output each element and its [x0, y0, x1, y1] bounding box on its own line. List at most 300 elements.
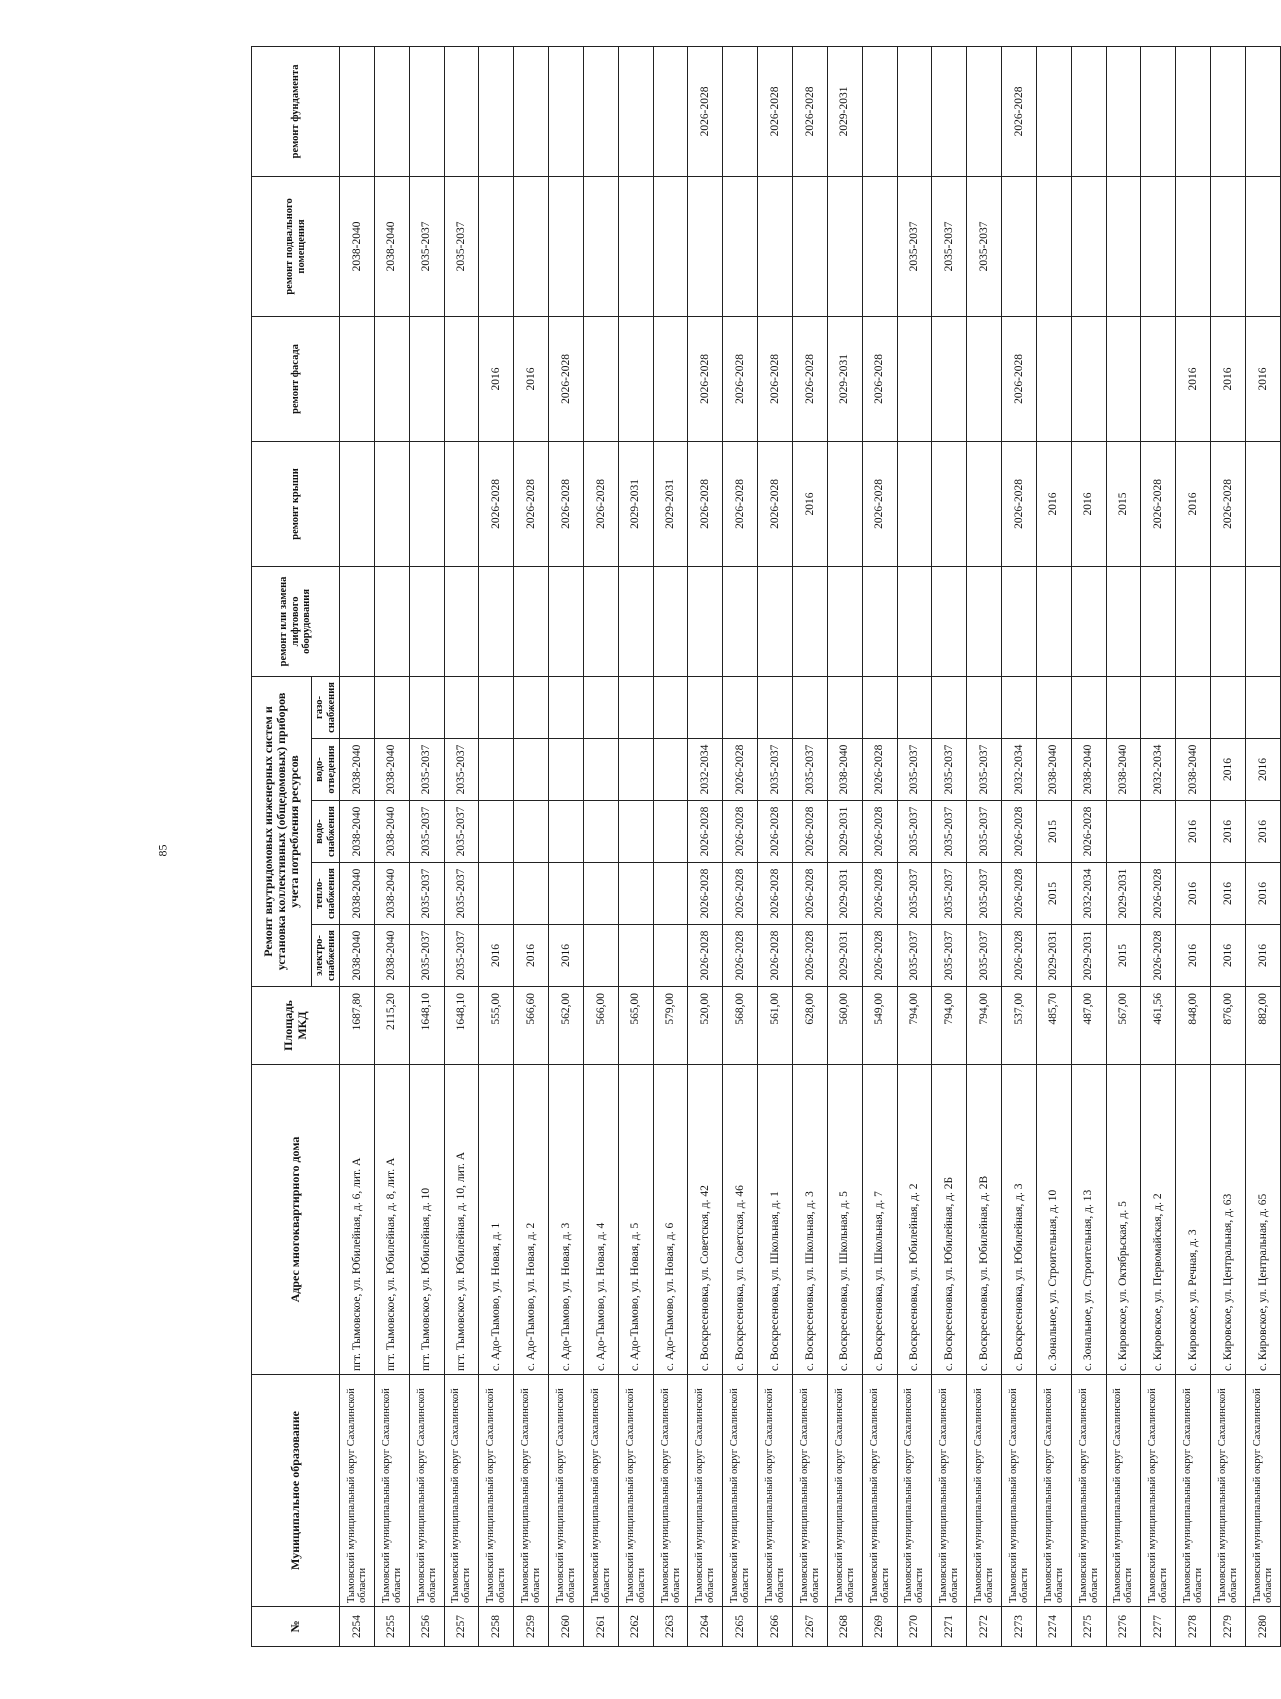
heating-cell: 2035-2037: [967, 863, 1002, 925]
water-disposal-cell: 2038-2040: [1071, 739, 1106, 801]
water-supply-cell: 2035-2037: [932, 801, 967, 863]
roof-cell: 2026-2028: [583, 441, 618, 566]
area-cell: 566,60: [514, 987, 549, 1065]
row-num: 2269: [862, 1607, 897, 1647]
gas-cell: [1176, 676, 1211, 738]
basement-cell: 2035-2037: [932, 176, 967, 316]
table-row: [444, 46, 479, 1646]
basement-cell: [583, 176, 618, 316]
roof-cell: [409, 441, 444, 566]
electricity-cell: 2016: [549, 925, 584, 987]
municipality-cell: Тымовский муниципальный округ Сахалинской области: [514, 1375, 549, 1607]
electricity-cell: [618, 925, 653, 987]
roof-cell: 2026-2028: [1141, 441, 1176, 566]
table-row: [1141, 46, 1176, 1646]
table-row: [1036, 46, 1071, 1646]
header-water-supply: водо-снабжения: [312, 801, 340, 863]
foundation-cell: [932, 46, 967, 176]
municipality-cell: Тымовский муниципальный округ Сахалинской области: [1141, 1375, 1176, 1607]
table-row: [688, 46, 723, 1646]
elevator-cell: [1036, 566, 1071, 676]
municipality-cell: Тымовский муниципальный округ Сахалинской области: [827, 1375, 862, 1607]
area-cell: 848,00: [1176, 987, 1211, 1065]
row-num: 2259: [514, 1607, 549, 1647]
basement-cell: [723, 176, 758, 316]
electricity-cell: 2026-2028: [723, 925, 758, 987]
rotated-table-sheet: [251, 47, 1281, 1647]
municipality-cell: Тымовский муниципальный округ Сахалинской области: [479, 1375, 514, 1607]
heating-cell: 2032-2034: [1071, 863, 1106, 925]
elevator-cell: [792, 566, 827, 676]
municipality-cell: Тымовский муниципальный округ Сахалинской области: [792, 1375, 827, 1607]
heating-cell: 2026-2028: [792, 863, 827, 925]
address-cell: с. Воскресеновка, ул. Школьная, д. 3: [792, 1065, 827, 1375]
gas-cell: [340, 676, 375, 738]
water-supply-cell: [514, 801, 549, 863]
heating-cell: [479, 863, 514, 925]
municipality-cell: Тымовский муниципальный округ Сахалинской области: [932, 1375, 967, 1607]
water-supply-cell: 2026-2028: [862, 801, 897, 863]
foundation-cell: [862, 46, 897, 176]
electricity-cell: 2016: [479, 925, 514, 987]
water-disposal-cell: 2026-2028: [862, 739, 897, 801]
area-cell: 461,56: [1141, 987, 1176, 1065]
elevator-cell: [1245, 566, 1280, 676]
elevator-cell: [1211, 566, 1246, 676]
address-cell: с. Адо-Тымово, ул. Новая, д. 4: [583, 1065, 618, 1375]
electricity-cell: 2016: [1211, 925, 1246, 987]
row-num: 2262: [618, 1607, 653, 1647]
elevator-cell: [1106, 566, 1141, 676]
elevator-cell: [1176, 566, 1211, 676]
heating-cell: 2016: [1211, 863, 1246, 925]
electricity-cell: 2035-2037: [967, 925, 1002, 987]
foundation-cell: [583, 46, 618, 176]
facade-cell: [583, 316, 618, 441]
roof-cell: [444, 441, 479, 566]
elevator-cell: [653, 566, 688, 676]
table-row: [583, 46, 618, 1646]
electricity-cell: 2026-2028: [1141, 925, 1176, 987]
water-disposal-cell: 2016: [1211, 739, 1246, 801]
electricity-cell: 2029-2031: [1071, 925, 1106, 987]
area-cell: 794,00: [932, 987, 967, 1065]
basement-cell: [1036, 176, 1071, 316]
facade-cell: [340, 316, 375, 441]
area-cell: 487,00: [1071, 987, 1106, 1065]
header-water-disposal: водо-отведения: [312, 739, 340, 801]
gas-cell: [653, 676, 688, 738]
basement-cell: [1071, 176, 1106, 316]
elevator-cell: [374, 566, 409, 676]
row-num: 2273: [1002, 1607, 1037, 1647]
gas-cell: [1141, 676, 1176, 738]
area-cell: 2115,20: [374, 987, 409, 1065]
water-disposal-cell: [583, 739, 618, 801]
water-disposal-cell: 2035-2037: [967, 739, 1002, 801]
heating-cell: 2038-2040: [374, 863, 409, 925]
heating-cell: 2026-2028: [723, 863, 758, 925]
elevator-cell: [827, 566, 862, 676]
basement-cell: [1245, 176, 1280, 316]
table-row: [897, 46, 932, 1646]
area-cell: 555,00: [479, 987, 514, 1065]
address-cell: пгт. Тымовское, ул. Юбилейная, д. 10: [409, 1065, 444, 1375]
basement-cell: 2035-2037: [409, 176, 444, 316]
water-supply-cell: [1141, 801, 1176, 863]
roof-cell: [340, 441, 375, 566]
header-basement: ремонт подвального помещения: [252, 176, 340, 316]
area-cell: 882,00: [1245, 987, 1280, 1065]
address-cell: пгт. Тымовское, ул. Юбилейная, д. 10, лит. А: [444, 1065, 479, 1375]
elevator-cell: [444, 566, 479, 676]
water-supply-cell: 2015: [1036, 801, 1071, 863]
table-row: [514, 46, 549, 1646]
area-cell: 562,00: [549, 987, 584, 1065]
water-disposal-cell: 2038-2040: [1176, 739, 1211, 801]
facade-cell: [618, 316, 653, 441]
heating-cell: [618, 863, 653, 925]
electricity-cell: 2016: [514, 925, 549, 987]
foundation-cell: [374, 46, 409, 176]
municipality-cell: Тымовский муниципальный округ Сахалинской области: [1245, 1375, 1280, 1607]
water-disposal-cell: [653, 739, 688, 801]
foundation-cell: 2026-2028: [688, 46, 723, 176]
address-cell: с. Воскресеновка, ул. Юбилейная, д. 2: [897, 1065, 932, 1375]
gas-cell: [1245, 676, 1280, 738]
roof-cell: [967, 441, 1002, 566]
row-num: 2270: [897, 1607, 932, 1647]
elevator-cell: [967, 566, 1002, 676]
gas-cell: [1071, 676, 1106, 738]
heating-cell: 2016: [1176, 863, 1211, 925]
area-cell: 579,00: [653, 987, 688, 1065]
area-cell: 794,00: [897, 987, 932, 1065]
roof-cell: 2016: [1071, 441, 1106, 566]
foundation-cell: 2029-2031: [827, 46, 862, 176]
foundation-cell: [653, 46, 688, 176]
elevator-cell: [409, 566, 444, 676]
area-cell: 876,00: [1211, 987, 1246, 1065]
heating-cell: 2026-2028: [758, 863, 793, 925]
heating-cell: 2029-2031: [1106, 863, 1141, 925]
basement-cell: 2038-2040: [340, 176, 375, 316]
facade-cell: 2026-2028: [792, 316, 827, 441]
row-num: 2278: [1176, 1607, 1211, 1647]
gas-cell: [862, 676, 897, 738]
water-supply-cell: 2035-2037: [444, 801, 479, 863]
foundation-cell: [1106, 46, 1141, 176]
table-row: [1176, 46, 1211, 1646]
heating-cell: [583, 863, 618, 925]
facade-cell: 2016: [1245, 316, 1280, 441]
gas-cell: [1106, 676, 1141, 738]
facade-cell: [1106, 316, 1141, 441]
address-cell: с. Воскресеновка, ул. Юбилейная, д. 3: [1002, 1065, 1037, 1375]
gas-cell: [618, 676, 653, 738]
table-row: [932, 46, 967, 1646]
foundation-cell: [479, 46, 514, 176]
foundation-cell: 2026-2028: [1002, 46, 1037, 176]
water-disposal-cell: 2035-2037: [409, 739, 444, 801]
row-num: 2275: [1071, 1607, 1106, 1647]
municipality-cell: Тымовский муниципальный округ Сахалинской области: [1002, 1375, 1037, 1607]
elevator-cell: [340, 566, 375, 676]
heating-cell: 2035-2037: [897, 863, 932, 925]
row-num: 2268: [827, 1607, 862, 1647]
address-cell: с. Кировское, ул. Центральная, д. 63: [1211, 1065, 1246, 1375]
row-num: 2272: [967, 1607, 1002, 1647]
basement-cell: [688, 176, 723, 316]
address-cell: с. Адо-Тымово, ул. Новая, д. 1: [479, 1065, 514, 1375]
table-row: [723, 46, 758, 1646]
water-supply-cell: [583, 801, 618, 863]
municipality-cell: Тымовский муниципальный округ Сахалинской области: [374, 1375, 409, 1607]
basement-cell: [1176, 176, 1211, 316]
foundation-cell: [549, 46, 584, 176]
elevator-cell: [862, 566, 897, 676]
area-cell: 549,00: [862, 987, 897, 1065]
facade-cell: [967, 316, 1002, 441]
water-disposal-cell: 2038-2040: [827, 739, 862, 801]
electricity-cell: 2026-2028: [792, 925, 827, 987]
electricity-cell: 2035-2037: [444, 925, 479, 987]
water-disposal-cell: 2032-2034: [1141, 739, 1176, 801]
area-cell: 1687,80: [340, 987, 375, 1065]
water-supply-cell: [618, 801, 653, 863]
foundation-cell: [1245, 46, 1280, 176]
address-cell: с. Воскресеновка, ул. Школьная, д. 1: [758, 1065, 793, 1375]
facade-cell: 2016: [1211, 316, 1246, 441]
address-cell: с. Адо-Тымово, ул. Новая, д. 3: [549, 1065, 584, 1375]
municipality-cell: Тымовский муниципальный округ Сахалинской области: [1176, 1375, 1211, 1607]
water-supply-cell: 2016: [1245, 801, 1280, 863]
foundation-cell: [967, 46, 1002, 176]
basement-cell: [827, 176, 862, 316]
basement-cell: [514, 176, 549, 316]
water-supply-cell: 2038-2040: [374, 801, 409, 863]
gas-cell: [932, 676, 967, 738]
municipality-cell: Тымовский муниципальный округ Сахалинской области: [758, 1375, 793, 1607]
elevator-cell: [758, 566, 793, 676]
roof-cell: 2026-2028: [758, 441, 793, 566]
row-num: 2271: [932, 1607, 967, 1647]
facade-cell: 2026-2028: [1002, 316, 1037, 441]
electricity-cell: 2026-2028: [1002, 925, 1037, 987]
electricity-cell: 2026-2028: [688, 925, 723, 987]
table-row: [409, 46, 444, 1646]
water-disposal-cell: 2035-2037: [792, 739, 827, 801]
roof-cell: 2026-2028: [1211, 441, 1246, 566]
water-disposal-cell: 2032-2034: [1002, 739, 1037, 801]
address-cell: с. Адо-Тымово, ул. Новая, д. 5: [618, 1065, 653, 1375]
area-cell: 1648,10: [409, 987, 444, 1065]
water-supply-cell: 2038-2040: [340, 801, 375, 863]
water-supply-cell: 2035-2037: [967, 801, 1002, 863]
facade-cell: 2016: [1176, 316, 1211, 441]
basement-cell: [862, 176, 897, 316]
water-supply-cell: 2026-2028: [1002, 801, 1037, 863]
facade-cell: 2016: [479, 316, 514, 441]
roof-cell: 2026-2028: [1002, 441, 1037, 566]
basement-cell: [653, 176, 688, 316]
water-supply-cell: [653, 801, 688, 863]
facade-cell: [409, 316, 444, 441]
table-row: [1211, 46, 1246, 1646]
water-disposal-cell: 2016: [1245, 739, 1280, 801]
heating-cell: [549, 863, 584, 925]
gas-cell: [897, 676, 932, 738]
gas-cell: [549, 676, 584, 738]
facade-cell: 2016: [514, 316, 549, 441]
water-disposal-cell: [549, 739, 584, 801]
header-facade: ремонт фасада: [252, 316, 340, 441]
facade-cell: [653, 316, 688, 441]
roof-cell: 2026-2028: [688, 441, 723, 566]
foundation-cell: [1211, 46, 1246, 176]
basement-cell: [792, 176, 827, 316]
heating-cell: 2015: [1036, 863, 1071, 925]
facade-cell: [1071, 316, 1106, 441]
header-municipality: Муниципальное образование: [252, 1375, 340, 1607]
electricity-cell: 2029-2031: [1036, 925, 1071, 987]
foundation-cell: [1071, 46, 1106, 176]
facade-cell: [932, 316, 967, 441]
roof-cell: 2026-2028: [549, 441, 584, 566]
basement-cell: 2035-2037: [897, 176, 932, 316]
header-address: Адрес многоквартирного дома: [252, 1065, 340, 1375]
foundation-cell: [1036, 46, 1071, 176]
address-cell: с. Воскресеновка, ул. Юбилейная, д. 2В: [967, 1065, 1002, 1375]
address-cell: пгт. Тымовское, ул. Юбилейная, д. 6, лит. А: [340, 1065, 375, 1375]
water-disposal-cell: 2038-2040: [1106, 739, 1141, 801]
table-row: [479, 46, 514, 1646]
basement-cell: [1002, 176, 1037, 316]
row-num: 2277: [1141, 1607, 1176, 1647]
header-electricity: электро-снабжения: [312, 925, 340, 987]
foundation-cell: [514, 46, 549, 176]
municipality-cell: Тымовский муниципальный округ Сахалинской области: [723, 1375, 758, 1607]
header-area: Площадь МКД: [252, 987, 340, 1065]
electricity-cell: [653, 925, 688, 987]
address-cell: с. Воскресеновка, ул. Юбилейная, д. 2Б: [932, 1065, 967, 1375]
water-disposal-cell: [514, 739, 549, 801]
water-supply-cell: 2016: [1176, 801, 1211, 863]
header-elevator: ремонт или замена лифтового оборудования: [252, 566, 340, 676]
facade-cell: 2026-2028: [723, 316, 758, 441]
basement-cell: [479, 176, 514, 316]
municipality-cell: Тымовский муниципальный округ Сахалинской области: [340, 1375, 375, 1607]
elevator-cell: [1071, 566, 1106, 676]
heating-cell: 2035-2037: [932, 863, 967, 925]
heating-cell: [514, 863, 549, 925]
address-cell: с. Воскресеновка, ул. Советская, д. 42: [688, 1065, 723, 1375]
address-cell: с. Воскресеновка, ул. Советская, д. 46: [723, 1065, 758, 1375]
water-supply-cell: [549, 801, 584, 863]
roof-cell: [374, 441, 409, 566]
water-disposal-cell: [479, 739, 514, 801]
municipality-cell: Тымовский муниципальный округ Сахалинской области: [1071, 1375, 1106, 1607]
facade-cell: 2026-2028: [688, 316, 723, 441]
row-num: 2258: [479, 1607, 514, 1647]
table-row: [618, 46, 653, 1646]
row-num: 2265: [723, 1607, 758, 1647]
facade-cell: 2029-2031: [827, 316, 862, 441]
roof-cell: 2016: [792, 441, 827, 566]
gas-cell: [409, 676, 444, 738]
municipality-cell: Тымовский муниципальный округ Сахалинской области: [444, 1375, 479, 1607]
municipality-cell: Тымовский муниципальный округ Сахалинской области: [618, 1375, 653, 1607]
municipality-cell: Тымовский муниципальный округ Сахалинской области: [897, 1375, 932, 1607]
facade-cell: [897, 316, 932, 441]
water-supply-cell: 2026-2028: [688, 801, 723, 863]
address-cell: с. Зональное, ул. Строительная, д. 13: [1071, 1065, 1106, 1375]
foundation-cell: [897, 46, 932, 176]
water-supply-cell: 2016: [1211, 801, 1246, 863]
address-cell: с. Адо-Тымово, ул. Новая, д. 2: [514, 1065, 549, 1375]
elevator-cell: [479, 566, 514, 676]
municipality-cell: Тымовский муниципальный округ Сахалинской области: [688, 1375, 723, 1607]
water-supply-cell: [1106, 801, 1141, 863]
municipality-cell: Тымовский муниципальный округ Сахалинской области: [1211, 1375, 1246, 1607]
heating-cell: 2026-2028: [1141, 863, 1176, 925]
electricity-cell: 2035-2037: [409, 925, 444, 987]
address-cell: с. Адо-Тымово, ул. Новая, д. 6: [653, 1065, 688, 1375]
foundation-cell: [444, 46, 479, 176]
gas-cell: [514, 676, 549, 738]
roof-cell: 2026-2028: [479, 441, 514, 566]
heating-cell: 2029-2031: [827, 863, 862, 925]
roof-cell: [1245, 441, 1280, 566]
basement-cell: [549, 176, 584, 316]
address-cell: с. Кировское, ул. Октябрьская, д. 5: [1106, 1065, 1141, 1375]
elevator-cell: [897, 566, 932, 676]
electricity-cell: 2038-2040: [374, 925, 409, 987]
table-row: [827, 46, 862, 1646]
table-row: [758, 46, 793, 1646]
elevator-cell: [549, 566, 584, 676]
facade-cell: [374, 316, 409, 441]
table-row: [1106, 46, 1141, 1646]
water-disposal-cell: [618, 739, 653, 801]
electricity-cell: 2035-2037: [897, 925, 932, 987]
gas-cell: [583, 676, 618, 738]
header-num: №: [252, 1607, 340, 1647]
address-cell: с. Зональное, ул. Строительная, д. 10: [1036, 1065, 1071, 1375]
area-cell: 537,00: [1002, 987, 1037, 1065]
gas-cell: [1036, 676, 1071, 738]
water-supply-cell: [479, 801, 514, 863]
row-num: 2263: [653, 1607, 688, 1647]
water-disposal-cell: 2038-2040: [374, 739, 409, 801]
roof-cell: 2016: [1036, 441, 1071, 566]
foundation-cell: [1141, 46, 1176, 176]
heating-cell: 2026-2028: [862, 863, 897, 925]
header-foundation: ремонт фундамента: [252, 46, 340, 176]
table-row: [792, 46, 827, 1646]
repair-schedule-table: [251, 46, 1281, 1647]
municipality-cell: Тымовский муниципальный округ Сахалинской области: [967, 1375, 1002, 1607]
water-disposal-cell: 2035-2037: [932, 739, 967, 801]
elevator-cell: [583, 566, 618, 676]
area-cell: 560,00: [827, 987, 862, 1065]
area-cell: 485,70: [1036, 987, 1071, 1065]
address-cell: с. Кировское, ул. Первомайская, д. 2: [1141, 1065, 1176, 1375]
gas-cell: [827, 676, 862, 738]
gas-cell: [444, 676, 479, 738]
basement-cell: [758, 176, 793, 316]
row-num: 2280: [1245, 1607, 1280, 1647]
